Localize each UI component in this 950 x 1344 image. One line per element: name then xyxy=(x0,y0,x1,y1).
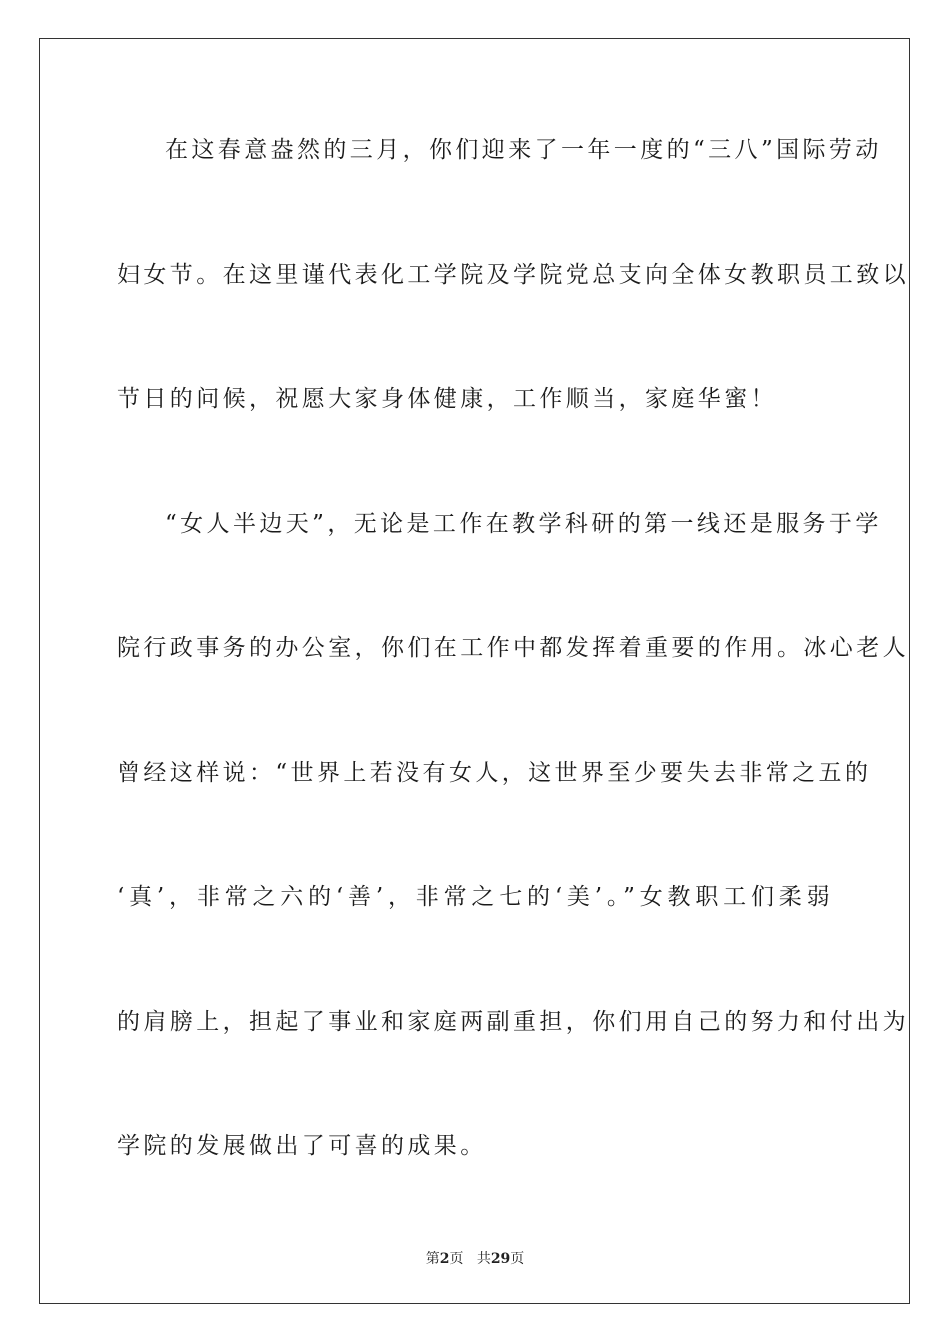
paragraph-2-line-6: 学院的发展做出了可喜的成果。 xyxy=(117,1133,487,1159)
total-prefix: 共 xyxy=(476,1251,491,1267)
page-prefix: 第 xyxy=(425,1251,440,1267)
page-border xyxy=(39,38,910,1304)
paragraph-2-line-2: 院行政事务的办公室，你们在工作中都发挥着重要的作用。冰心老人 xyxy=(117,635,909,661)
total-pages: 29 xyxy=(490,1251,511,1267)
paragraph-1-line-3: 节日的问候，祝愿大家身体健康，工作顺当，家庭华蜜！ xyxy=(117,386,777,412)
paragraph-2-line-1: “女人半边天”，无论是工作在教学科研的第一线还是服务于学 xyxy=(165,511,882,537)
page-suffix: 页 xyxy=(449,1251,464,1267)
page-number: 2 xyxy=(439,1251,450,1267)
paragraph-2-line-4: ‘真’，非常之六的‘善’，非常之七的‘美’。”女教职工们柔弱 xyxy=(117,884,833,910)
page-footer xyxy=(0,1248,950,1268)
total-suffix: 页 xyxy=(510,1251,525,1267)
paragraph-2-line-5: 的肩膀上，担起了事业和家庭两副重担，你们用自己的努力和付出为 xyxy=(117,1009,909,1035)
paragraph-1-line-1: 在这春意盎然的三月，你们迎来了一年一度的“三八”国际劳动 xyxy=(165,137,882,163)
paragraph-2-line-3: 曾经这样说：“世界上若没有女人，这世界至少要失去非常之五的 xyxy=(117,760,872,786)
paragraph-1-line-2: 妇女节。在这里谨代表化工学院及学院党总支向全体女教职员工致以 xyxy=(117,262,909,288)
